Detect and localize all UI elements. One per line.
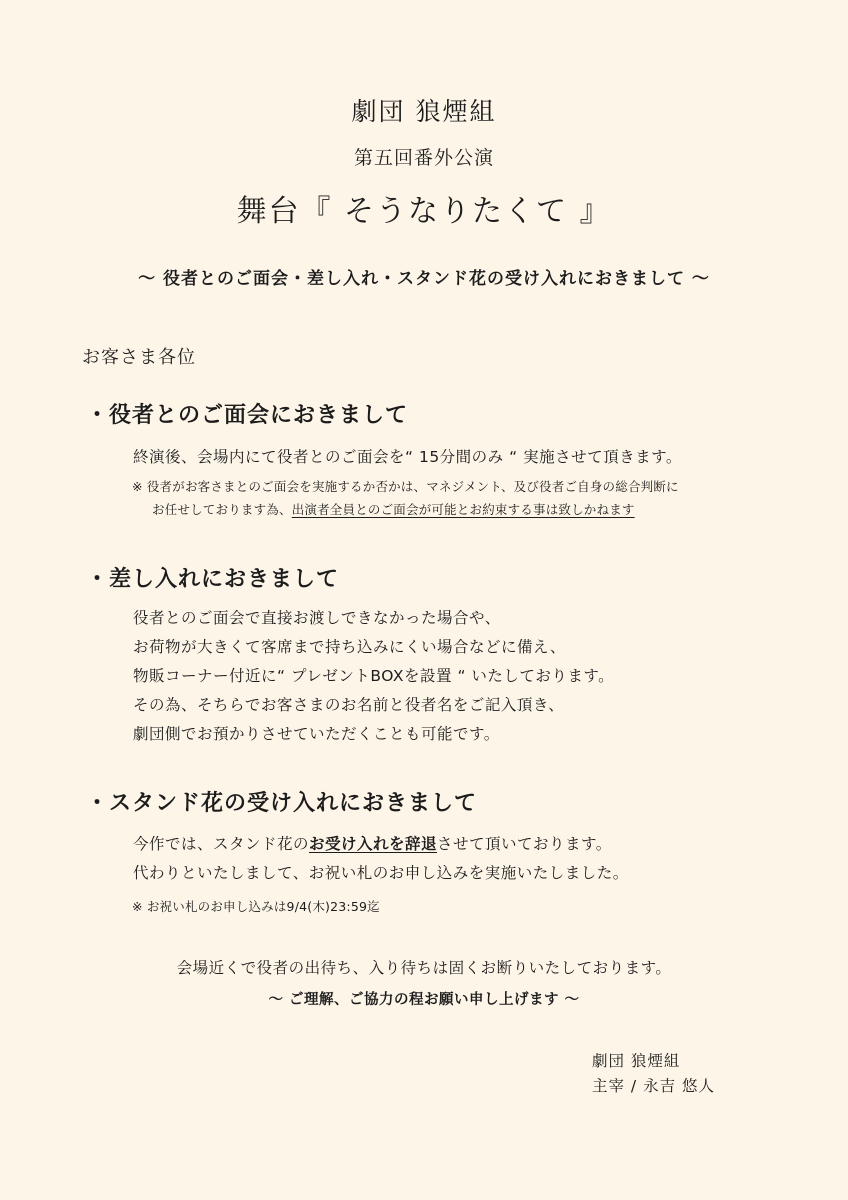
flowers-note: ※ お祝い札のお申し込みは9/4(木)23:59迄: [132, 899, 380, 914]
flowers-line2: 代わりといたしまして、お祝い札のお申し込みを実施いたしました。: [133, 864, 629, 882]
meeting-note-line2: [152, 500, 635, 518]
gifts-line: 劇団側でお預かりさせていただくことも可能です。: [133, 725, 500, 743]
gifts-line: その為、そちらでお客さまのお名前と役者名をご記入頂き、: [133, 696, 565, 714]
closing-line2: 〜 ご理解、ご協力の程お願い申し上げます 〜: [268, 992, 580, 1008]
gifts-line: 物販コーナー付近に“ プレゼントBOXを設置 “ いたしております。: [133, 667, 615, 685]
performance-label: 第五回番外公演: [353, 147, 494, 169]
meeting-body: 終演後、会場内にて役者とのご面会を“ 15分間のみ “ 実施させて頂きます。: [133, 448, 682, 466]
addressee: お客さま各位: [82, 347, 196, 368]
notice-subtitle: 〜 役者とのご面会・差し入れ・スタンド花の受け入れにおきまして 〜: [138, 269, 710, 289]
troupe-name: 劇団 狼煙組: [351, 97, 497, 126]
meeting-note-line1: ※ 役者がお客さまとのご面会を実施するか否かは、マネジメント、及び役者ご自身の総合判断に: [132, 479, 679, 494]
section-heading-meeting: ・役者とのご面会におきまして: [86, 403, 409, 428]
flowers-line1-pre: 今作では、スタンド花の: [133, 835, 310, 853]
section-heading-gifts: ・差し入れにおきまして: [86, 567, 340, 592]
closing-line1: 会場近くで役者の出待ち、入り待ちは固くお断りいたしております。: [176, 959, 672, 977]
gifts-line: お荷物が大きくて客席まで持ち込みにくい場合などに備え、: [133, 638, 566, 656]
gifts-line: 役者とのご面会で直接お渡しできなかった場合や、: [133, 609, 501, 627]
signature-director: 主宰 / 永吉 悠人: [592, 1077, 716, 1095]
stage-title: 舞台『 そうなりたくて 』: [236, 194, 612, 229]
meeting-note-text: お任せしております為、: [152, 502, 292, 517]
flowers-decline-emphasis: お受け入れを辞退: [309, 835, 438, 853]
flowers-line1: [133, 832, 612, 854]
meeting-note-underlined: 出演者全員とのご面会が可能とお約束する事は致しかねます: [291, 502, 635, 517]
section-heading-flowers: ・スタンド花の受け入れにおきまして: [86, 791, 478, 816]
flowers-line1-post: させて頂いております。: [437, 835, 612, 853]
signature-troupe: 劇団 狼煙組: [592, 1052, 681, 1070]
